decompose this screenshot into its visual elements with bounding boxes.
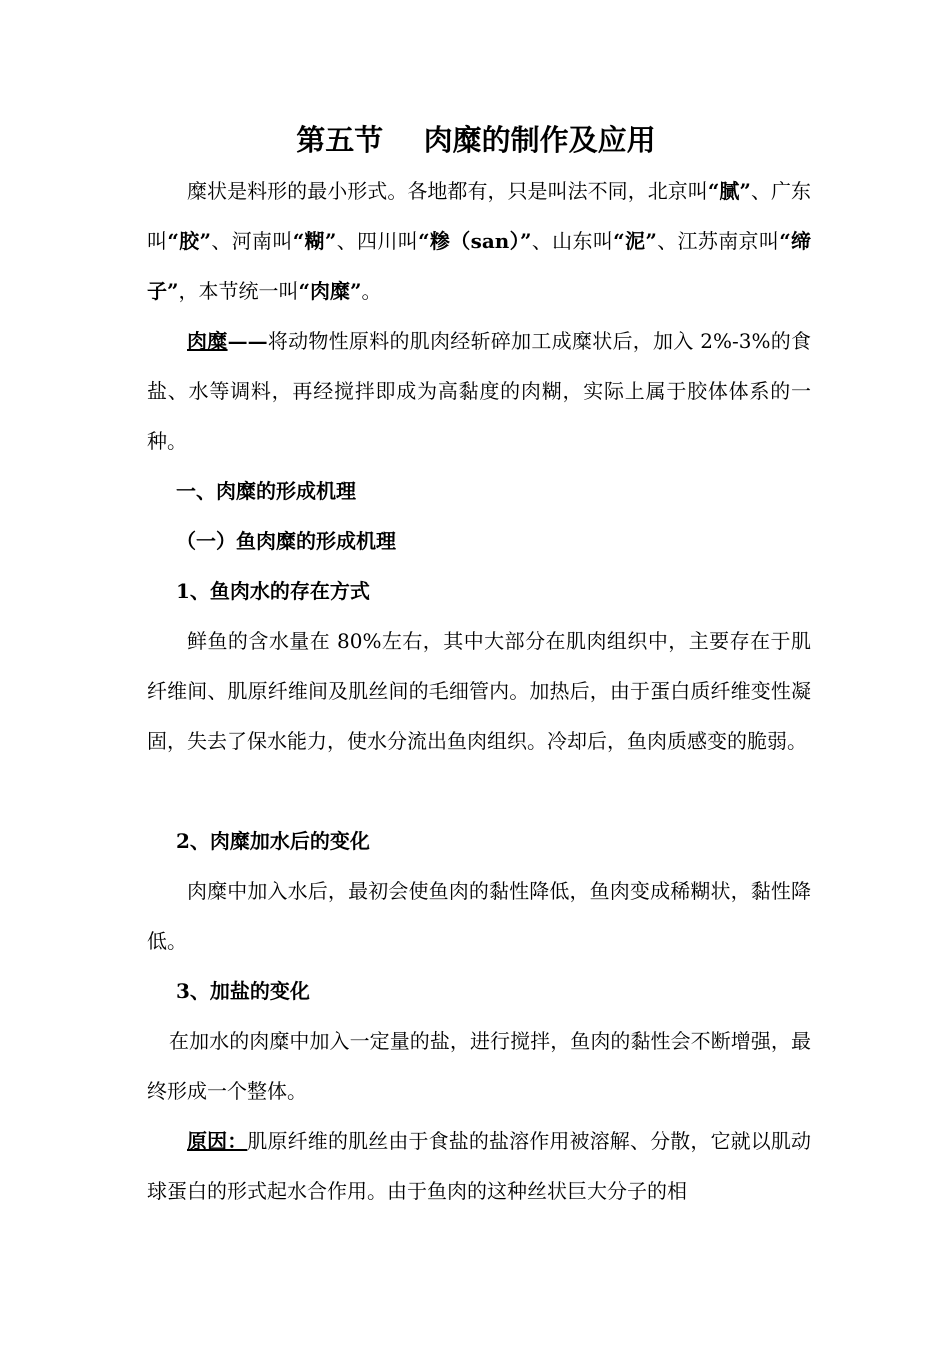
- term-beijing: “腻”: [707, 179, 751, 203]
- item-heading-1: 1、鱼肉水的存在方式: [176, 579, 370, 603]
- reason-paragraph: [147, 1116, 811, 1216]
- reason-text: 肌原纤维的肌丝由于食盐的盐溶作用被溶解、分散，它就以肌动球蛋白的形式起水合作用。由于鱼肉的这种丝状巨大分子的相: [147, 1129, 812, 1203]
- section-heading-1: 一、肉糜的形成机理: [176, 479, 356, 503]
- subsection-heading-1: （一）鱼肉糜的形成机理: [176, 529, 396, 553]
- intro-text-1: 糜状是料形的最小形式。各地都有，只是叫法不同，北京叫: [187, 179, 708, 203]
- definition-term: 肉糜: [187, 329, 228, 353]
- intro-text-4: 、四川叫: [336, 229, 419, 253]
- intro-paragraph: [147, 166, 811, 316]
- definition-text: 将动物性原料的肌肉经斩碎加工成糜状后，加入 2%-3%的食盐、水等调料，再经搅拌即成为高黏度的肉糊，实际上属于胶体体系的一种。: [147, 329, 812, 453]
- intro-text-3: 、河南叫: [211, 229, 293, 253]
- page-title: 第五节 肉糜的制作及应用: [296, 123, 656, 157]
- term-unified: “肉糜”: [298, 279, 362, 303]
- intro-text-8: 。: [361, 279, 382, 303]
- intro-text-2: 、广东叫: [147, 179, 812, 253]
- intro-text-7: ，本节统一叫: [178, 279, 299, 303]
- intro-text-5: 、山东叫: [531, 229, 614, 253]
- item-heading-2: 2、肉糜加水后的变化: [176, 829, 370, 853]
- term-shandong: “泥”: [613, 229, 657, 253]
- item3-paragraph: 在加水的肉糜中加入一定量的盐，进行搅拌，鱼肉的黏性会不断增强，最终形成一个整体。: [147, 1029, 811, 1103]
- definition-paragraph: [147, 316, 811, 466]
- intro-text-6: 、江苏南京叫: [656, 229, 780, 253]
- item1-paragraph: 鲜鱼的含水量在 80%左右，其中大部分在肌肉组织中，主要存在于肌纤维间、肌原纤维间及肌丝间的毛细管内。加热后，由于蛋白质纤维变性凝固，失去了保水能力，使水分流出鱼肉组织。冷却后，鱼肉质感变的脆弱。: [147, 629, 811, 753]
- item-heading-3: 3、加盐的变化: [176, 979, 310, 1003]
- item2-paragraph: 肉糜中加入水后，最初会使鱼肉的黏性降低，鱼肉变成稀糊状，黏性降低。: [147, 879, 811, 953]
- term-guangdong: “胶”: [167, 229, 212, 253]
- term-henan: “糊”: [292, 229, 337, 253]
- term-sichuan: “糁（san）”: [418, 229, 532, 253]
- reason-label: 原因：: [187, 1129, 248, 1153]
- definition-dash: ——: [227, 329, 268, 353]
- term-jiangsu: “缔子”: [147, 229, 812, 303]
